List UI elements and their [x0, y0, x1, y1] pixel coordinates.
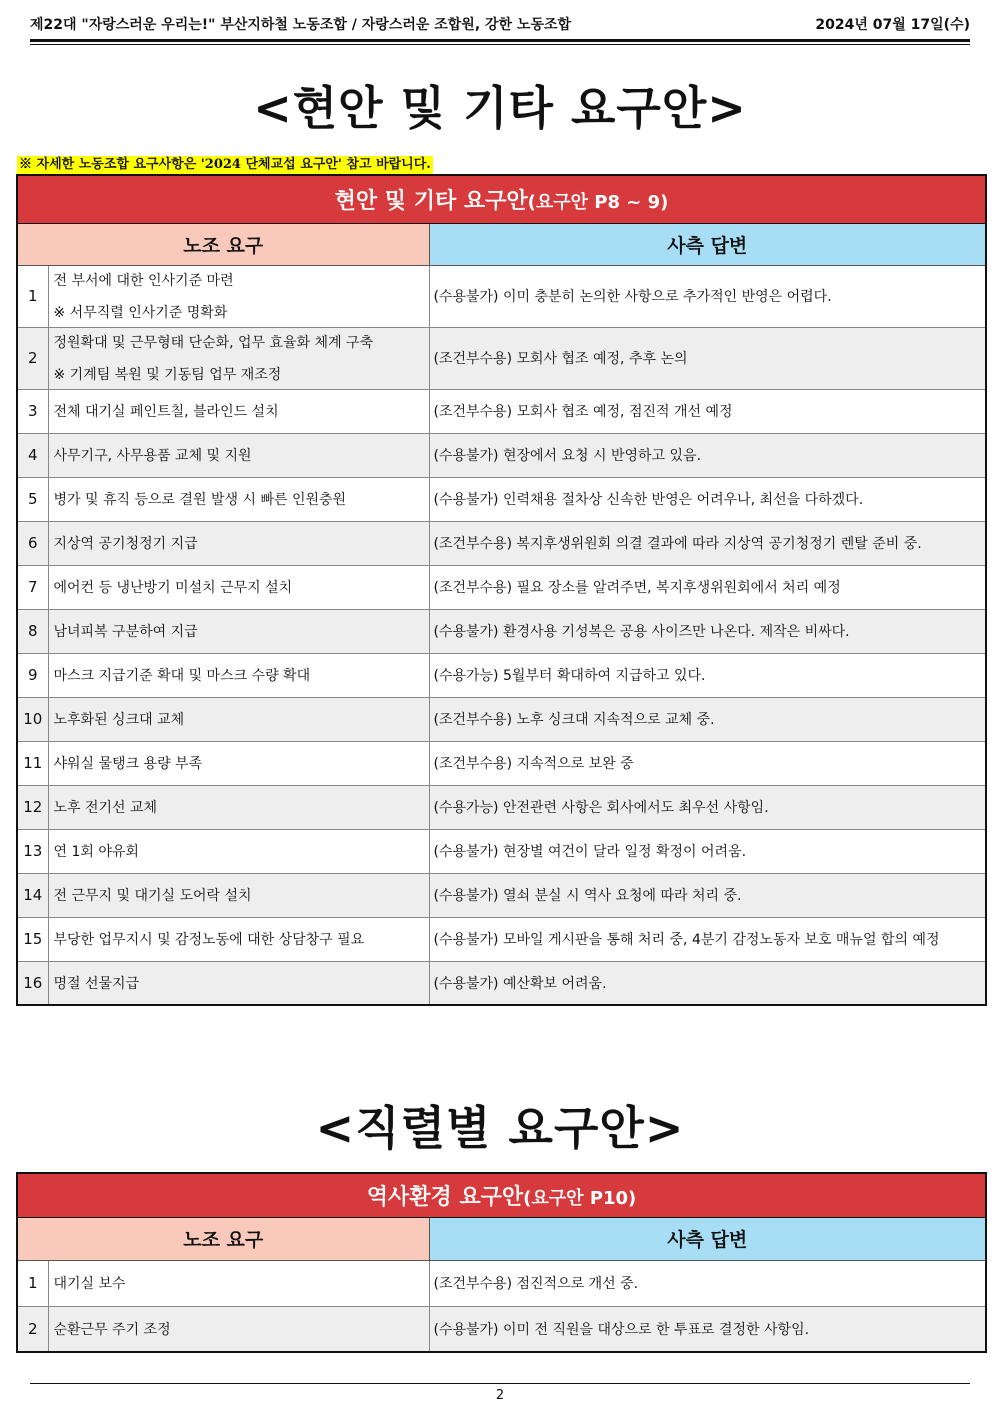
company-answer-cell: (조건부수용) 모회사 협조 예정, 추후 논의: [429, 327, 986, 389]
row-number: 2: [17, 327, 48, 389]
union-request-text: 대기실 보수: [53, 1276, 126, 1292]
job-table-body: [17, 1260, 986, 1352]
banner-main: 현안 및 기타 요구안: [334, 188, 528, 214]
table-row: [17, 1260, 986, 1306]
page-number: 2: [495, 1388, 505, 1403]
union-request-cell: [48, 327, 429, 389]
col-union-request: 노조 요구: [17, 1217, 429, 1260]
row-number: 8: [17, 609, 48, 653]
union-request-note: ※ 서무직렬 인사기준 명확화: [53, 305, 228, 321]
union-request-text: 정원확대 및 근무형태 단순화, 업무 효율화 체계 구축: [53, 335, 374, 351]
job-table: [16, 1172, 987, 1353]
header-left-text: 제22대 "자랑스러운 우리는!" 부산지하철 노동조합 / 자랑스러운 조합원, 강한 노동조합: [30, 17, 572, 33]
union-request-cell: [48, 1306, 429, 1352]
union-request-cell: [48, 653, 429, 697]
union-request-cell: [48, 873, 429, 917]
issues-table: [16, 174, 987, 1006]
row-number: 14: [17, 873, 48, 917]
union-request-text: 순환근무 주기 조정: [53, 1321, 171, 1338]
row-number: 7: [17, 565, 48, 609]
union-request-text: 병가 및 휴직 등으로 결원 발생 시 빠른 인원충원: [53, 492, 347, 508]
footer-rule: [30, 1383, 970, 1384]
union-request-cell: [48, 265, 429, 327]
company-answer-cell: (조건부수용) 점진적으로 개선 중.: [429, 1260, 986, 1306]
row-number: 6: [17, 521, 48, 565]
section2-title: <직렬별 요구안>: [315, 1101, 685, 1155]
table-row: [17, 327, 986, 389]
company-answer-cell: (조건부수용) 노후 싱크대 지속적으로 교체 중.: [429, 697, 986, 741]
header-rule-thick: [30, 39, 970, 42]
union-request-text: 노후 전기선 교체: [53, 800, 158, 816]
row-number: 10: [17, 697, 48, 741]
union-request-cell: [48, 1260, 429, 1306]
banner-sub: (요구안 P10): [523, 1187, 637, 1209]
company-answer-cell: (조건부수용) 복지후생위원회 의결 결과에 따라 지상역 공기청정기 렌탈 준비 중.: [429, 521, 986, 565]
section1-title: <현안 및 기타 요구안>: [253, 81, 747, 135]
company-answer-cell: (수용불가) 인력채용 절차상 신속한 반영은 어려우나, 최선을 다하겠다.: [429, 477, 986, 521]
union-request-text: 샤워실 물탱크 용량 부족: [53, 756, 203, 772]
union-request-text: 전 근무지 및 대기실 도어락 설치: [53, 888, 252, 904]
table-row: [17, 265, 986, 327]
row-number: 16: [17, 961, 48, 1005]
table-row: [17, 697, 986, 741]
union-request-text: 지상역 공기청정기 지급: [53, 536, 198, 552]
row-number: 13: [17, 829, 48, 873]
union-request-text: 사무기구, 사무용품 교체 및 지원: [53, 448, 252, 464]
union-request-text: 에어컨 등 냉난방기 미설치 근무지 설치: [53, 580, 293, 596]
company-answer-cell: (조건부수용) 필요 장소를 알려주면, 복지후생위원회에서 처리 예정: [429, 565, 986, 609]
union-request-note: ※ 기계팀 복원 및 기동팀 업무 재조정: [53, 367, 282, 383]
table-row: [17, 389, 986, 433]
header-rule-thin: [30, 44, 970, 45]
reference-note: ※ 자세한 노동조합 요구사항은 '2024 단체교섭 요구안' 참고 바랍니다.: [19, 157, 431, 172]
table-row: [17, 873, 986, 917]
company-answer-cell: (수용불가) 환경사용 기성복은 공용 사이즈만 나온다. 제작은 비싸다.: [429, 609, 986, 653]
table-row: [17, 521, 986, 565]
row-number: 15: [17, 917, 48, 961]
company-answer-cell: (수용불가) 이미 충분히 논의한 사항으로 추가적인 반영은 어렵다.: [429, 265, 986, 327]
table-row: [17, 917, 986, 961]
col-company-answer: 사측 답변: [429, 1217, 986, 1260]
union-request-cell: [48, 389, 429, 433]
row-number: 1: [17, 265, 48, 327]
company-answer-cell: (수용불가) 열쇠 분실 시 역사 요청에 따라 처리 중.: [429, 873, 986, 917]
company-answer-cell: (수용불가) 예산확보 어려움.: [429, 961, 986, 1005]
table-row: [17, 741, 986, 785]
company-answer-cell: (수용불가) 현장에서 요청 시 반영하고 있음.: [429, 433, 986, 477]
row-number: 4: [17, 433, 48, 477]
issues-table-body: [17, 265, 986, 1005]
union-request-text: 노후화된 싱크대 교체: [53, 712, 185, 728]
union-request-cell: [48, 741, 429, 785]
table-row: [17, 785, 986, 829]
union-request-cell: [48, 477, 429, 521]
row-number: 11: [17, 741, 48, 785]
table-row: [17, 433, 986, 477]
union-request-cell: [48, 433, 429, 477]
table-row: [17, 1306, 986, 1352]
union-request-text: 부당한 업무지시 및 감정노동에 대한 상담창구 필요: [53, 932, 365, 948]
table-row: [17, 829, 986, 873]
row-number: 3: [17, 389, 48, 433]
col-company-answer: 사측 답변: [429, 223, 986, 265]
union-request-cell: [48, 917, 429, 961]
row-number: 1: [17, 1260, 48, 1306]
company-answer-cell: (수용가능) 5월부터 확대하여 지급하고 있다.: [429, 653, 986, 697]
union-request-cell: [48, 521, 429, 565]
table-row: [17, 609, 986, 653]
union-request-text: 명절 선물지급: [53, 975, 140, 992]
company-answer-cell: (조건부수용) 모회사 협조 예정, 점진적 개선 예정: [429, 389, 986, 433]
row-number: 12: [17, 785, 48, 829]
union-request-text: 마스크 지급기준 확대 및 마스크 수량 확대: [53, 668, 311, 684]
row-number: 2: [17, 1306, 48, 1352]
page-header: [30, 10, 970, 38]
company-answer-cell: (수용불가) 이미 전 직원을 대상으로 한 투표로 결정한 사항임.: [429, 1306, 986, 1352]
company-answer-cell: (조건부수용) 지속적으로 보완 중: [429, 741, 986, 785]
header-date: 2024년 07월 17일(수): [815, 17, 970, 33]
issues-table-banner: [17, 175, 986, 223]
row-number: 9: [17, 653, 48, 697]
union-request-cell: [48, 565, 429, 609]
table-row: [17, 961, 986, 1005]
union-request-cell: [48, 785, 429, 829]
table-row: [17, 565, 986, 609]
union-request-text: 연 1회 야유회: [53, 844, 139, 860]
company-answer-cell: (수용불가) 모바일 게시판을 통해 처리 중, 4분기 감정노동자 보호 매뉴얼 합의 예정: [429, 917, 986, 961]
banner-main: 역사환경 요구안: [366, 1184, 524, 1210]
union-request-text: 남녀피복 구분하여 지급: [53, 624, 198, 640]
table-row: [17, 653, 986, 697]
banner-sub: (요구안 P8 ~ 9): [527, 191, 669, 213]
union-request-cell: [48, 609, 429, 653]
union-request-cell: [48, 961, 429, 1005]
union-request-cell: [48, 829, 429, 873]
company-answer-cell: (수용가능) 안전관련 사항은 회사에서도 최우선 사항임.: [429, 785, 986, 829]
job-table-banner: [17, 1173, 986, 1217]
union-request-cell: [48, 697, 429, 741]
union-request-text: 전 부서에 대한 인사기준 마련: [53, 273, 234, 289]
union-request-text: 전체 대기실 페인트칠, 블라인드 설치: [53, 404, 279, 420]
row-number: 5: [17, 477, 48, 521]
col-union-request: 노조 요구: [17, 223, 429, 265]
table-row: [17, 477, 986, 521]
company-answer-cell: (수용불가) 현장별 여건이 달라 일정 확정이 어려움.: [429, 829, 986, 873]
